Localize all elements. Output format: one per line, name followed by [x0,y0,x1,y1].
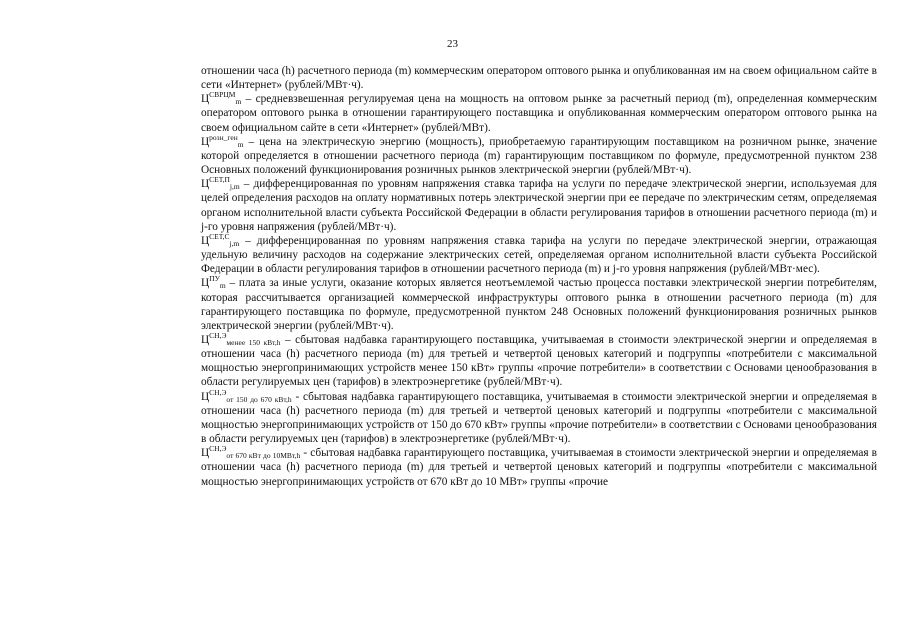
formula-symbol [201,274,226,291]
symbol-base: Ц [201,178,210,191]
symbol-base: Ц [201,390,210,403]
formula-symbol [201,175,240,192]
formula-symbol [201,330,281,347]
symbol-subscript: j,m [229,182,240,192]
symbol-base: Ц [201,93,210,106]
symbol-base: Ц [201,234,210,247]
paragraph [201,92,877,134]
formula-symbol [201,444,301,461]
paragraph-text: – дифференцированная по уровням напряжения ставка тарифа на услуги по передаче электрической энергии, используемая для целей определения расходов на оплату нормативных потерь электрической энергии при ее передаче по электрическим сетям, определяемая органом исполнительной власти субъекта Российской Федерации в области регулирования тарифов в отношении расчетного периода (m) и j-го уровня напряжения (рублей/МВт·ч). [201,178,877,233]
paragraph [201,231,877,276]
paragraph [201,177,877,234]
formula-symbol [201,132,244,149]
paragraph-text: - сбытовая надбавка гарантирующего поставщика, учитываемая в стоимости электрической энергии и определяемая в отношении часа (h) расчетного периода (m) для третьей и четвертой ценовых категорий и подгруппы «потребители с максимальной мощностью энергопринимающих устройств от 670 кВт до 10 МВт» группы «прочие [201,447,877,488]
page-number: 23 [447,38,458,50]
paragraph-text: – средневзвешенная регулируемая цена на мощность на оптовом рынке за расчетный период (m), определенная коммерческим оператором оптового рынка в отношении гарантирующего поставщика и опубликованная коммерческим оператором оптового рынка на своем официальном сайте в сети «Интернет» (рублей/МВт). [201,93,877,134]
symbol-base: Ц [201,333,210,346]
symbol-superscript: СЕТ,П [209,175,230,185]
symbol-subscript: от 150 до 670 кВт,h [226,394,292,404]
paragraph [201,132,877,177]
symbol-superscript: СН,Э [209,444,227,454]
symbol-superscript: СН,Э [209,387,227,397]
symbol-subscript: m [235,97,242,107]
paragraph-text: отношении часа (h) расчетного периода (m) коммерческим оператором оптового рынка и опубликованная им на своем официальном сайте в сети «Интернет» (рублей/МВт·ч). [201,65,877,92]
formula-symbol [201,231,240,248]
symbol-subscript: менее 150 кВт,h [226,337,281,347]
paragraph-text: – сбытовая надбавка гарантирующего поставщика, учитываемая в стоимости электрической энергии и определяемая в отношении часа (h) расчетного периода (m) для третьей и четвертой ценовых категорий и подгруппы «потребители с максимальной мощностью энергопринимающих устройств менее 150 кВт» группы «прочие потребители» в соответствии с Основами ценообразования в области регулируемых цен (тарифов) в электроэнергетике (рублей/МВт·ч). [201,333,877,389]
symbol-superscript: ПУ [209,274,220,284]
symbol-superscript: розн_ген [209,132,238,142]
paragraph [201,387,877,447]
paragraph-text: – цена на электрическую энергию (мощность), приобретаемую гарантирующим поставщиком на розничном рынке, значение которой определяется в отношении расчетного периода (m) гарантирующим поставщиком по формуле, предусмотренной пунктом 238 Основных положений функционирования розничных рынков электрической энергии (рублей/МВт·ч). [201,135,877,177]
paragraph [201,64,877,92]
paragraph-text: - сбытовая надбавка гарантирующего поставщика, учитываемая в стоимости электрической энергии и определяемая в отношении часа (h) расчетного периода (m) для третьей и четвертой ценовых категорий и подгруппы «потребители с максимальной мощностью энергопринимающих устройств от 150 до 670 кВт» группы «прочие потребители» в соответствии с Основами ценообразования в области регулируемых цен (тарифов) в электроэнергетике (рублей/МВт·ч). [201,390,877,446]
paragraph [201,330,877,390]
symbol-subscript: j,m [229,238,240,248]
paragraph [201,276,877,333]
symbol-base: Ц [201,277,210,290]
symbol-base: Ц [201,135,210,148]
paragraph-text: – плата за иные услуги, оказание которых является неотъемлемой частью процесса поставки электрической энергии потребителям, которая рассчитывается организацией коммерческой инфраструктуры оптового рынка в отношении расчетного периода (m) для гарантирующего поставщика по формуле, предусмотренной пунктом 248 Основных положений функционирования розничных рынков электрической энергии (рублей/МВт·ч). [201,277,877,332]
symbol-superscript: СЕТ,С [209,231,230,241]
symbol-subscript: от 670 кВт до 10МВт,h [226,451,301,461]
symbol-subscript: m [219,281,226,291]
formula-symbol [201,387,292,404]
symbol-subscript: m [237,139,244,149]
symbol-base: Ц [201,447,210,460]
symbol-superscript: СН,Э [209,330,227,340]
paragraph [201,446,877,488]
paragraph-text: – дифференцированная по уровням напряжения ставка тарифа на услуги по передаче электрической энергии, отражающая удельную величину расходов на содержание электрических сетей, определяемая органом исполнительной власти субъекта Российской Федерации в области регулирования тарифов в отношении расчетного периода (m) и j-го уровня напряжения (рублей/МВт·мес). [201,234,877,276]
formula-symbol [201,90,242,107]
symbol-superscript: СВРЦМ [209,90,236,100]
document-body [201,64,877,489]
